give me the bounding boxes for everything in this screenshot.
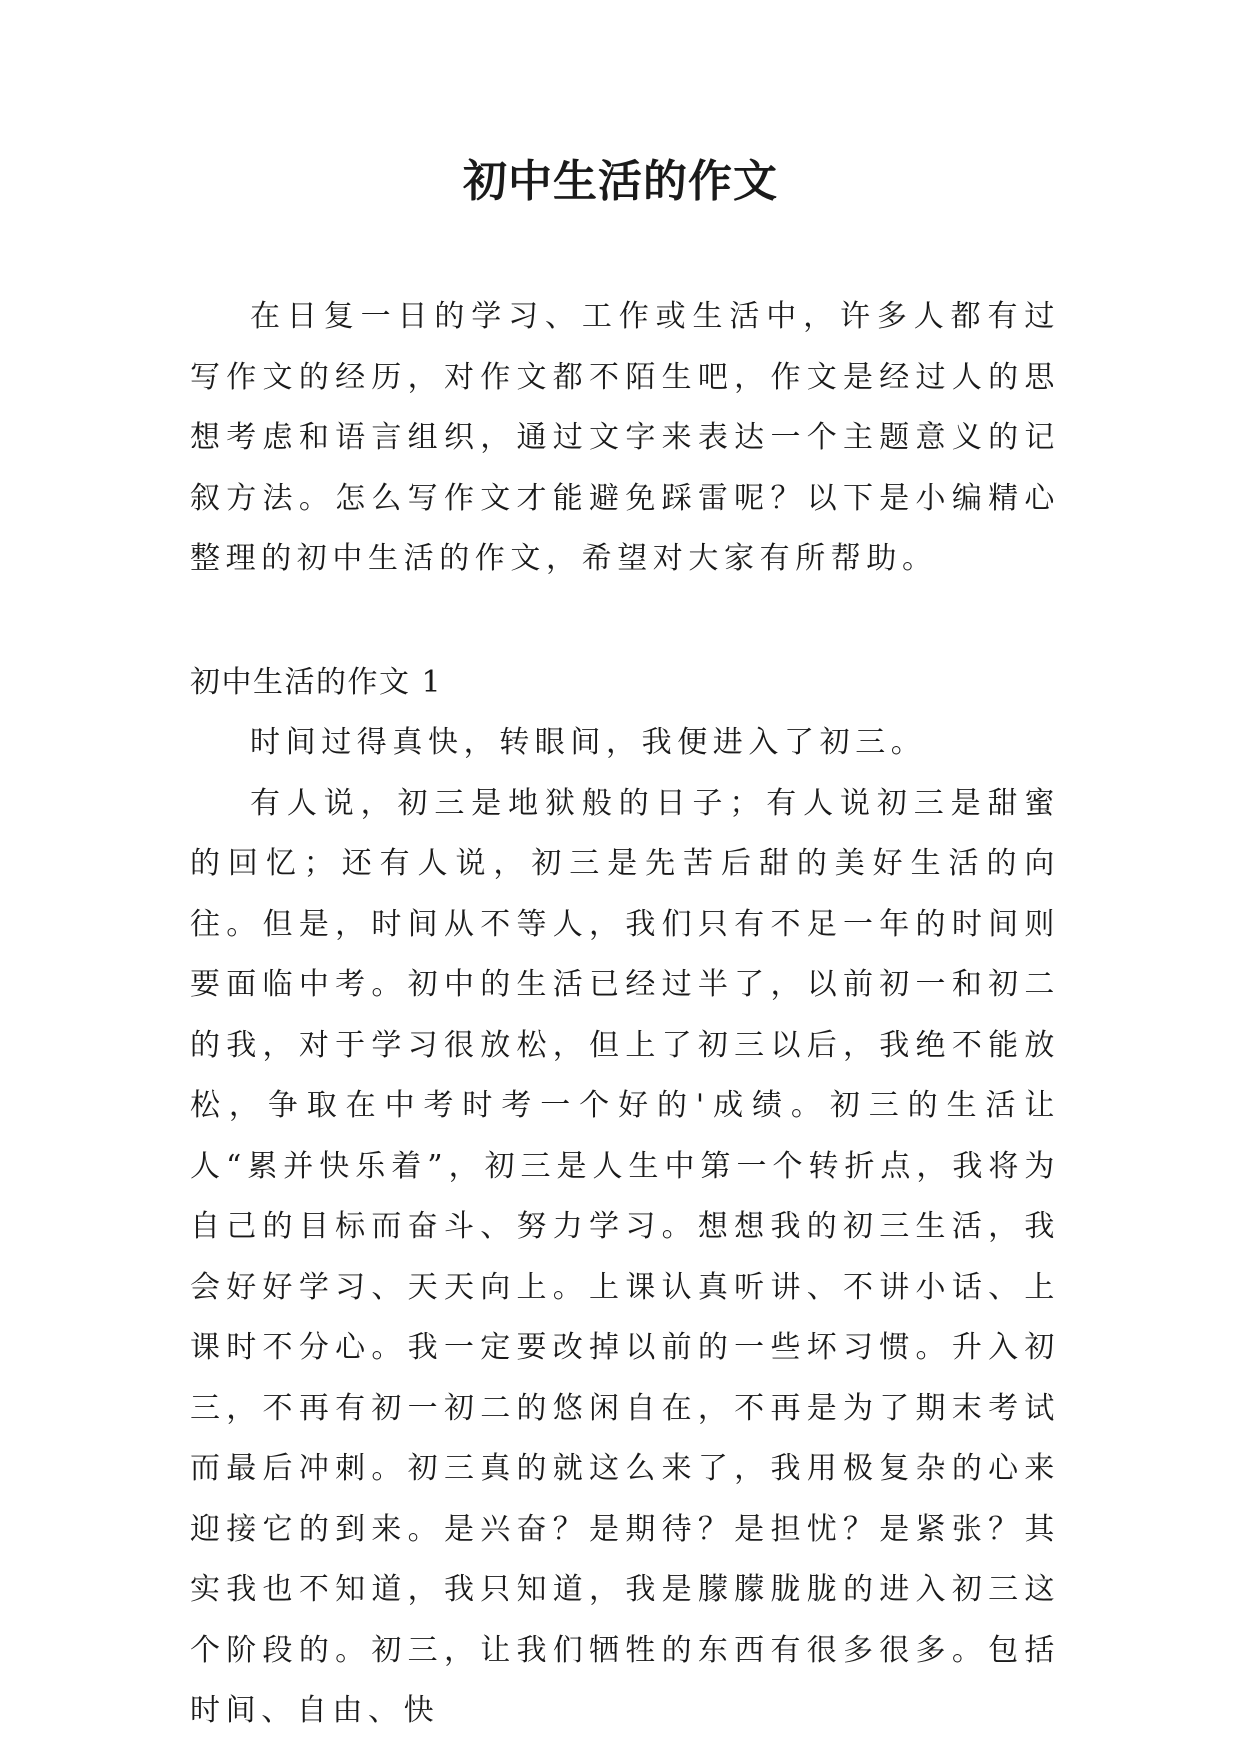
body-paragraph: 有人说，初三是地狱般的日子；有人说初三是甜蜜的回忆；还有人说，初三是先苦后甜的美好生活的向往。但是，时间从不等人，我们只有不足一年的时间则要面临中考。初中的生活已经过半了，以前初一和初二的我，对于学习很放松，但上了初三以后，我绝不能放松，争取在中考时考一个好的'成绩。初三的生活让人“累并快乐着”，初三是人生中第一个转折点，我将为自己的目标而奋斗、努力学习。想想我的初三生活，我会好好学习、天天向上。上课认真听讲、不讲小话、上课时不分心。我一定要改掉以前的一些坏习惯。升入初三，不再有初一初二的悠闲自在，不再是为了期末考试而最后冲刺。初三真的就这么来了，我用极复杂的心来迎接它的到来。是兴奋？是期待？是担忧？是紧张？其实我也不知道，我只知道，我是朦朦胧胧的进入初三这个阶段的。初三，让我们牺牲的东西有很多很多。包括时间、自由、快 bbox=[190, 785, 1060, 1728]
paragraph-spacer bbox=[190, 590, 1060, 653]
document-title: 初中生活的作文 bbox=[463, 156, 778, 207]
intro-paragraph: 在日复一日的学习、工作或生活中，许多人都有过写作文的经历，对作文都不陌生吧，作文是经过人的思想考虑和语言组织，通过文字来表达一个主题意义的记叙方法。怎么写作文才能避免踩雷呢？以下是小编精心整理的初中生活的作文，希望对大家有所帮助。 bbox=[190, 299, 1060, 576]
section-heading: 初中生活的作文 1 bbox=[190, 664, 443, 700]
body-paragraph: 时间过得真快，转眼间，我便进入了初三。 bbox=[250, 725, 927, 760]
document-body bbox=[190, 287, 1060, 1742]
